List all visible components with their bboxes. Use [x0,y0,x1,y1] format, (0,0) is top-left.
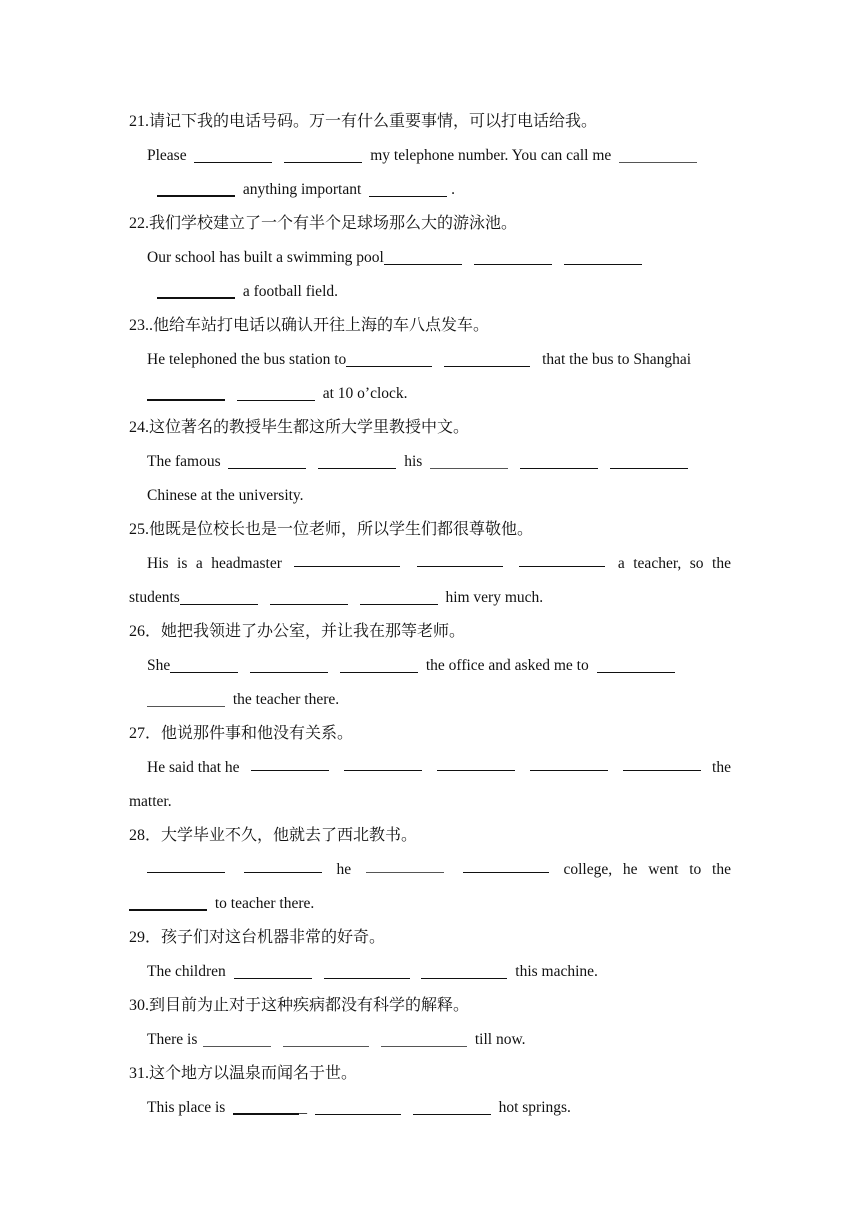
question-23-prompt: 23..他给车站打电话以确认开往上海的车八点发车。 [129,317,490,334]
question-23-line-2 [0,379,860,409]
text: went [648,861,679,878]
text: till now. [474,1031,526,1048]
answer-blank[interactable] [610,451,688,469]
answer-blank[interactable] [147,855,225,873]
text: Chinese at the university. [147,487,304,504]
answer-blank[interactable] [619,145,697,163]
text: headmaster [211,555,282,572]
answer-blank[interactable] [413,1097,491,1115]
text: the [712,861,731,878]
text: his [404,453,423,470]
text: a football field. [242,283,338,300]
answer-blank[interactable] [366,855,444,873]
text: he [336,861,352,878]
question-24-line-2 [0,481,860,511]
answer-blank[interactable] [270,587,348,605]
question-31-line-1 [0,1093,860,1123]
answer-blank[interactable] [597,655,675,673]
question-26-line-2 [0,685,860,715]
question-28-line-1 [0,855,731,885]
question-31-prompt: 31.这个地方以温泉而闻名于世。 [129,1065,358,1082]
answer-blank[interactable] [444,349,530,367]
question-24-prompt: 24.这位著名的教授毕生都这所大学里教授中文。 [129,419,470,436]
answer-blank[interactable] [437,753,515,771]
answer-blank[interactable] [421,961,507,979]
question-27-line-1 [0,753,731,783]
answer-blank[interactable] [250,655,328,673]
text: a [617,555,625,572]
question-25-line-1 [0,549,731,579]
answer-blank[interactable] [233,1096,299,1115]
answer-blank[interactable] [474,247,552,265]
text: Please [147,147,187,164]
text: to teacher there. [214,895,315,912]
question-22-line-1 [0,243,860,273]
text: that the bus to Shanghai [542,351,692,368]
answer-blank[interactable] [384,247,462,265]
text: so [689,555,704,572]
text: anything important [242,181,362,198]
answer-blank[interactable] [194,145,272,163]
answer-blank[interactable] [360,587,438,605]
answer-blank[interactable] [430,451,508,469]
answer-blank[interactable] [157,280,235,299]
answer-blank[interactable] [519,549,605,567]
text: Our school has built a swimming pool [147,249,384,266]
answer-blank[interactable] [170,655,238,673]
text: is [177,555,188,572]
text: He telephoned the bus station to [147,351,347,368]
text: he [622,861,638,878]
text: The famous [147,453,221,470]
answer-blank[interactable] [228,451,306,469]
text: There is [147,1031,198,1048]
text: He said that he [147,759,240,776]
text: a [195,555,203,572]
answer-blank[interactable] [234,961,312,979]
question-21-line-2 [0,175,860,205]
question-28-line-2 [0,889,860,919]
text: the [712,555,731,572]
answer-blank[interactable] [244,855,322,873]
answer-blank[interactable] [147,689,225,707]
answer-blank[interactable] [369,179,447,197]
text: teacher, [633,555,682,572]
answer-blank[interactable] [340,655,418,673]
text: The children [147,963,226,980]
text: She [147,657,171,674]
answer-blank[interactable] [520,451,598,469]
answer-blank[interactable] [346,349,432,367]
text: to [689,861,702,878]
answer-blank[interactable] [324,961,410,979]
question-26-prompt: 26．她把我领进了办公室，并让我在那等老师。 [129,623,466,640]
answer-blank[interactable] [417,549,503,567]
question-25-prompt: 25.他既是位校长也是一位老师，所以学生们都很尊敬他。 [129,521,534,538]
text: this machine. [515,963,598,980]
text: students [129,589,180,606]
text: His [147,555,169,572]
question-30-prompt: 30.到目前为止对于这种疾病都没有科学的解释。 [129,997,470,1014]
answer-blank[interactable] [315,1097,401,1115]
answer-blank[interactable] [283,1029,369,1047]
text: him very much. [445,589,544,606]
text: my telephone number. You can call me [370,147,612,164]
question-21-line-1 [0,141,860,171]
answer-blank[interactable] [344,753,422,771]
text: the office and asked me to [425,657,589,674]
text: the teacher there. [232,691,340,708]
answer-blank[interactable] [203,1029,271,1047]
question-30-line-1 [0,1025,860,1055]
question-22-prompt: 22.我们学校建立了一个有半个足球场那么大的游泳池。 [129,215,518,232]
question-27-line-2 [0,787,860,817]
answer-blank[interactable] [463,855,549,873]
answer-blank[interactable] [564,247,642,265]
answer-blank[interactable] [530,753,608,771]
answer-blank[interactable] [251,753,329,771]
text: matter. [129,793,172,810]
text: . [451,181,456,198]
answer-blank[interactable] [129,892,207,911]
text: at 10 o’clock. [322,385,408,402]
question-29-line-1 [0,957,860,987]
question-28-prompt: 28．大学毕业不久，他就去了西北教书。 [129,827,418,844]
answer-blank[interactable] [381,1029,467,1047]
answer-blank[interactable] [294,549,400,567]
question-24-line-1 [0,447,860,477]
text: hot springs. [498,1099,571,1116]
question-21-prompt: 21.请记下我的电话号码。万一有什么重要事情，可以打电话给我。 [129,113,598,130]
question-25-line-2 [0,583,860,613]
answer-blank[interactable] [623,753,701,771]
answer-blank[interactable] [157,178,235,197]
question-23-line-1 [0,345,860,375]
question-22-line-2 [0,277,860,307]
text: college, [563,861,613,878]
text: the [712,759,731,776]
question-29-prompt: 29．孩子们对这台机器非常的好奇。 [129,929,386,946]
answer-blank[interactable] [147,382,225,401]
text: This place is [147,1099,226,1116]
answer-blank[interactable] [237,383,315,401]
answer-blank[interactable] [180,587,258,605]
text: _ [299,1099,307,1116]
answer-blank[interactable] [318,451,396,469]
question-26-line-1 [0,651,860,681]
question-27-prompt: 27．他说那件事和他没有关系。 [129,725,354,742]
answer-blank[interactable] [284,145,362,163]
